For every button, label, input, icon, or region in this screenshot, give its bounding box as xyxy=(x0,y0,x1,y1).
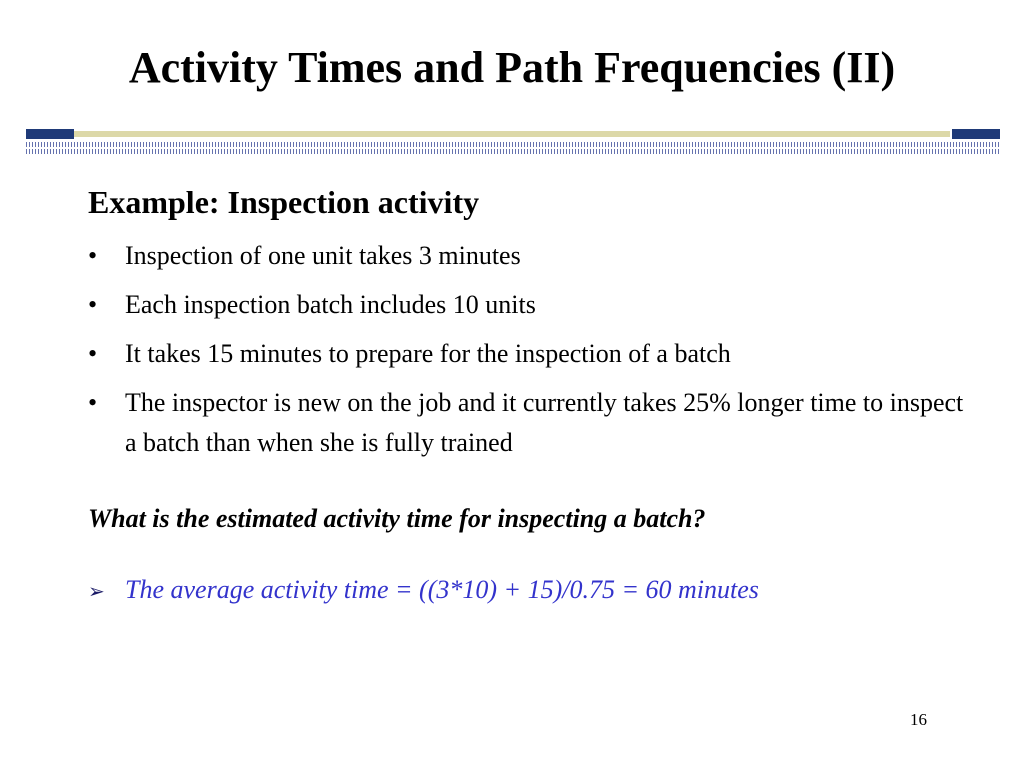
page-number: 16 xyxy=(910,710,927,729)
bullet-icon: • xyxy=(88,241,98,270)
bullet-icon: • xyxy=(88,388,98,417)
bullet-item xyxy=(88,285,968,325)
answer-line xyxy=(88,572,759,609)
bullet-item xyxy=(88,334,968,374)
divider-hatch-pattern xyxy=(26,142,1000,154)
divider-left-block xyxy=(26,129,74,139)
arrow-bullet-icon: ➢ xyxy=(88,579,105,603)
divider-band xyxy=(74,131,950,137)
answer-text: The average activity time = ((3*10) + 15)/0.75 = 60 minutes xyxy=(125,575,759,604)
bullet-text: It takes 15 minutes to prepare for the inspection of a batch xyxy=(125,339,731,368)
bullet-item xyxy=(88,383,968,463)
bullet-text: The inspector is new on the job and it currently takes 25% longer time to inspect a batch than when she is fully trained xyxy=(125,388,964,457)
title-divider xyxy=(26,129,1000,139)
bullet-icon: • xyxy=(88,339,98,368)
divider-right-block xyxy=(952,129,1000,139)
bullet-item xyxy=(88,236,968,276)
bullet-text: Each inspection batch includes 10 units xyxy=(125,290,536,319)
bullet-text: Inspection of one unit takes 3 minutes xyxy=(125,241,521,270)
question-text: What is the estimated activity time for inspecting a batch? xyxy=(88,504,706,533)
bullet-list xyxy=(88,236,968,472)
section-heading: Example: Inspection activity xyxy=(88,184,480,220)
slide-title: Activity Times and Path Frequencies (II) xyxy=(128,43,896,92)
bullet-icon: • xyxy=(88,290,98,319)
